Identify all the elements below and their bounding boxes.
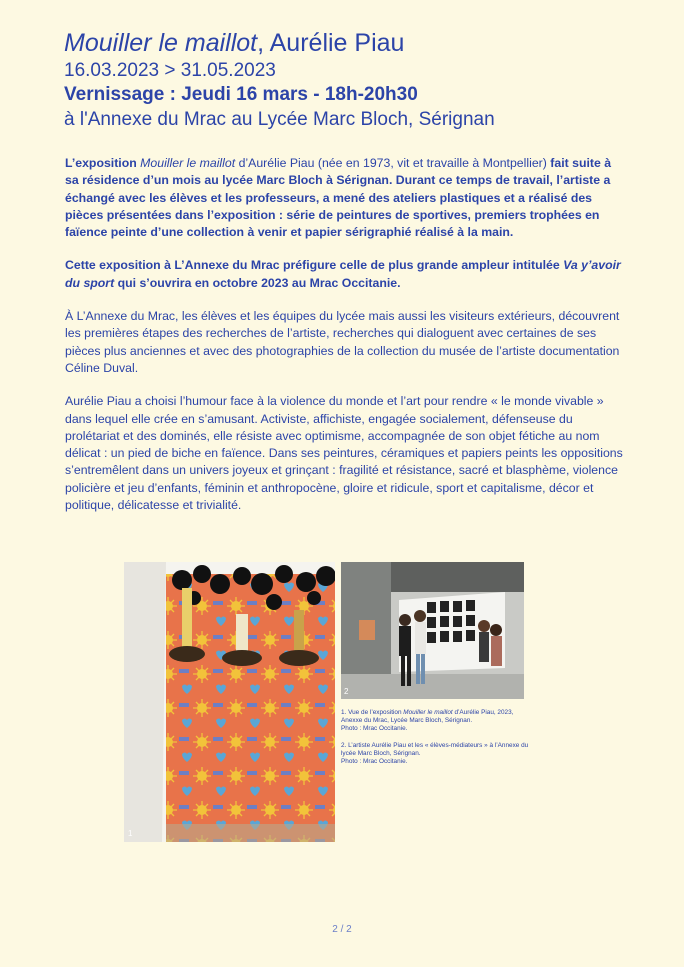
caption-2-part-a: 2. L’artiste Aurélie Piau et les « élèves-médiateurs » à l’Annexe du lycée Marc Bloch, Sérignan. bbox=[341, 741, 529, 757]
p2-span-3: qui s’ouvrira en octobre 2023 au Mrac Occitanie. bbox=[114, 275, 401, 290]
vernissage-line: Vernissage : Jeudi 16 mars - 18h-20h30 bbox=[64, 84, 418, 105]
artist-name: , Aurélie Piau bbox=[257, 29, 405, 57]
exhibition-dates: 16.03.2023 > 31.05.2023 bbox=[64, 60, 276, 81]
p2-span-2: Va y’avoir du sport bbox=[65, 258, 621, 290]
p1-span-4: fait suite à sa résidence d’un mois au lycée Marc Bloch à Sérignan. Durant ce temps de travail, l’artiste a échangé avec les élèves et les professeurs, a mené des ateliers plastiques et a réalisé des pièces présentées dans l’exposition : série de peintures de sportives, premiers trophées en faïence peinte d’une collection à venir et papier sérigraphié réalisé à la main. bbox=[65, 156, 612, 240]
paragraph-visitors: À L’Annexe du Mrac, les élèves et les équipes du lycée mais aussi les visiteurs extérieurs, découvrent les premières étapes des recherches de l’artiste, recherches qui dialoguent avec certaines de ses pièces plus anciennes et avec des photographies de la collection du musée de l’artiste documentation Céline Duval. bbox=[65, 309, 620, 375]
p1-span-3: d’Aurélie Piau (née en 1973, vit et travaille à Montpellier) bbox=[235, 156, 551, 170]
venue-line: à l'Annexe du Mrac au Lycée Marc Bloch, Sérignan bbox=[64, 109, 495, 130]
caption-2-credit: Photo : Mrac Occitanie. bbox=[341, 758, 408, 766]
paragraph-artist: Aurélie Piau a choisi l’humour face à la violence du monde et l’art pour rendre « le monde vivable » dans lequel elle crée en s’amusant. Activiste, affichiste, engagée socialement, défenseuse du prolétariat et des dominés, elle résiste avec optimisme, accompagnée de son objet fétiche au nom délicat : un pied de biche en faïence. Dans ses peintures, céramiques et papiers peints les oppositions s’entremêlent dans un univers joyeux et grinçant : fragilité et résistance, sacré et blasphème, violence policière et jeu d’enfants, féminin et anthropocène, gloire et ridicule, sport et capitalisme, décor et politique, délicatesse et trivialité. bbox=[65, 394, 623, 513]
photo-captions bbox=[341, 709, 531, 774]
photo-2-number: 2 bbox=[344, 687, 349, 696]
artist-students-photo bbox=[341, 562, 524, 699]
page-number: 2 / 2 bbox=[332, 924, 352, 935]
p1-span-2: Mouiller le maillot bbox=[140, 156, 236, 170]
caption-1-credit: Photo : Mrac Occitanie. bbox=[341, 725, 408, 733]
body-text bbox=[65, 155, 625, 530]
header bbox=[64, 28, 644, 133]
work-title: Mouiller le maillot bbox=[64, 29, 258, 57]
exhibition-view-photo bbox=[124, 562, 335, 842]
caption-1-part-c: d’Aurélie Piau, 2023, Anexxe du Mrac, Lycée Marc Bloch, Sérignan. bbox=[341, 709, 514, 725]
p2-span-1: Cette exposition à L’Annexe du Mrac préfigure celle de plus grande ampleur intitulée bbox=[65, 258, 564, 273]
paragraph-preview bbox=[65, 257, 625, 292]
caption-1 bbox=[341, 709, 531, 734]
paragraph-intro bbox=[65, 155, 625, 241]
p1-span-1: L’exposition bbox=[65, 156, 141, 170]
caption-2 bbox=[341, 742, 531, 767]
photo-1-number: 1 bbox=[128, 829, 133, 838]
caption-1-part-a: 1. Vue de l’exposition bbox=[341, 709, 404, 716]
caption-1-part-b: Mouiller le maillot bbox=[403, 709, 453, 716]
exhibition-title bbox=[64, 28, 644, 58]
